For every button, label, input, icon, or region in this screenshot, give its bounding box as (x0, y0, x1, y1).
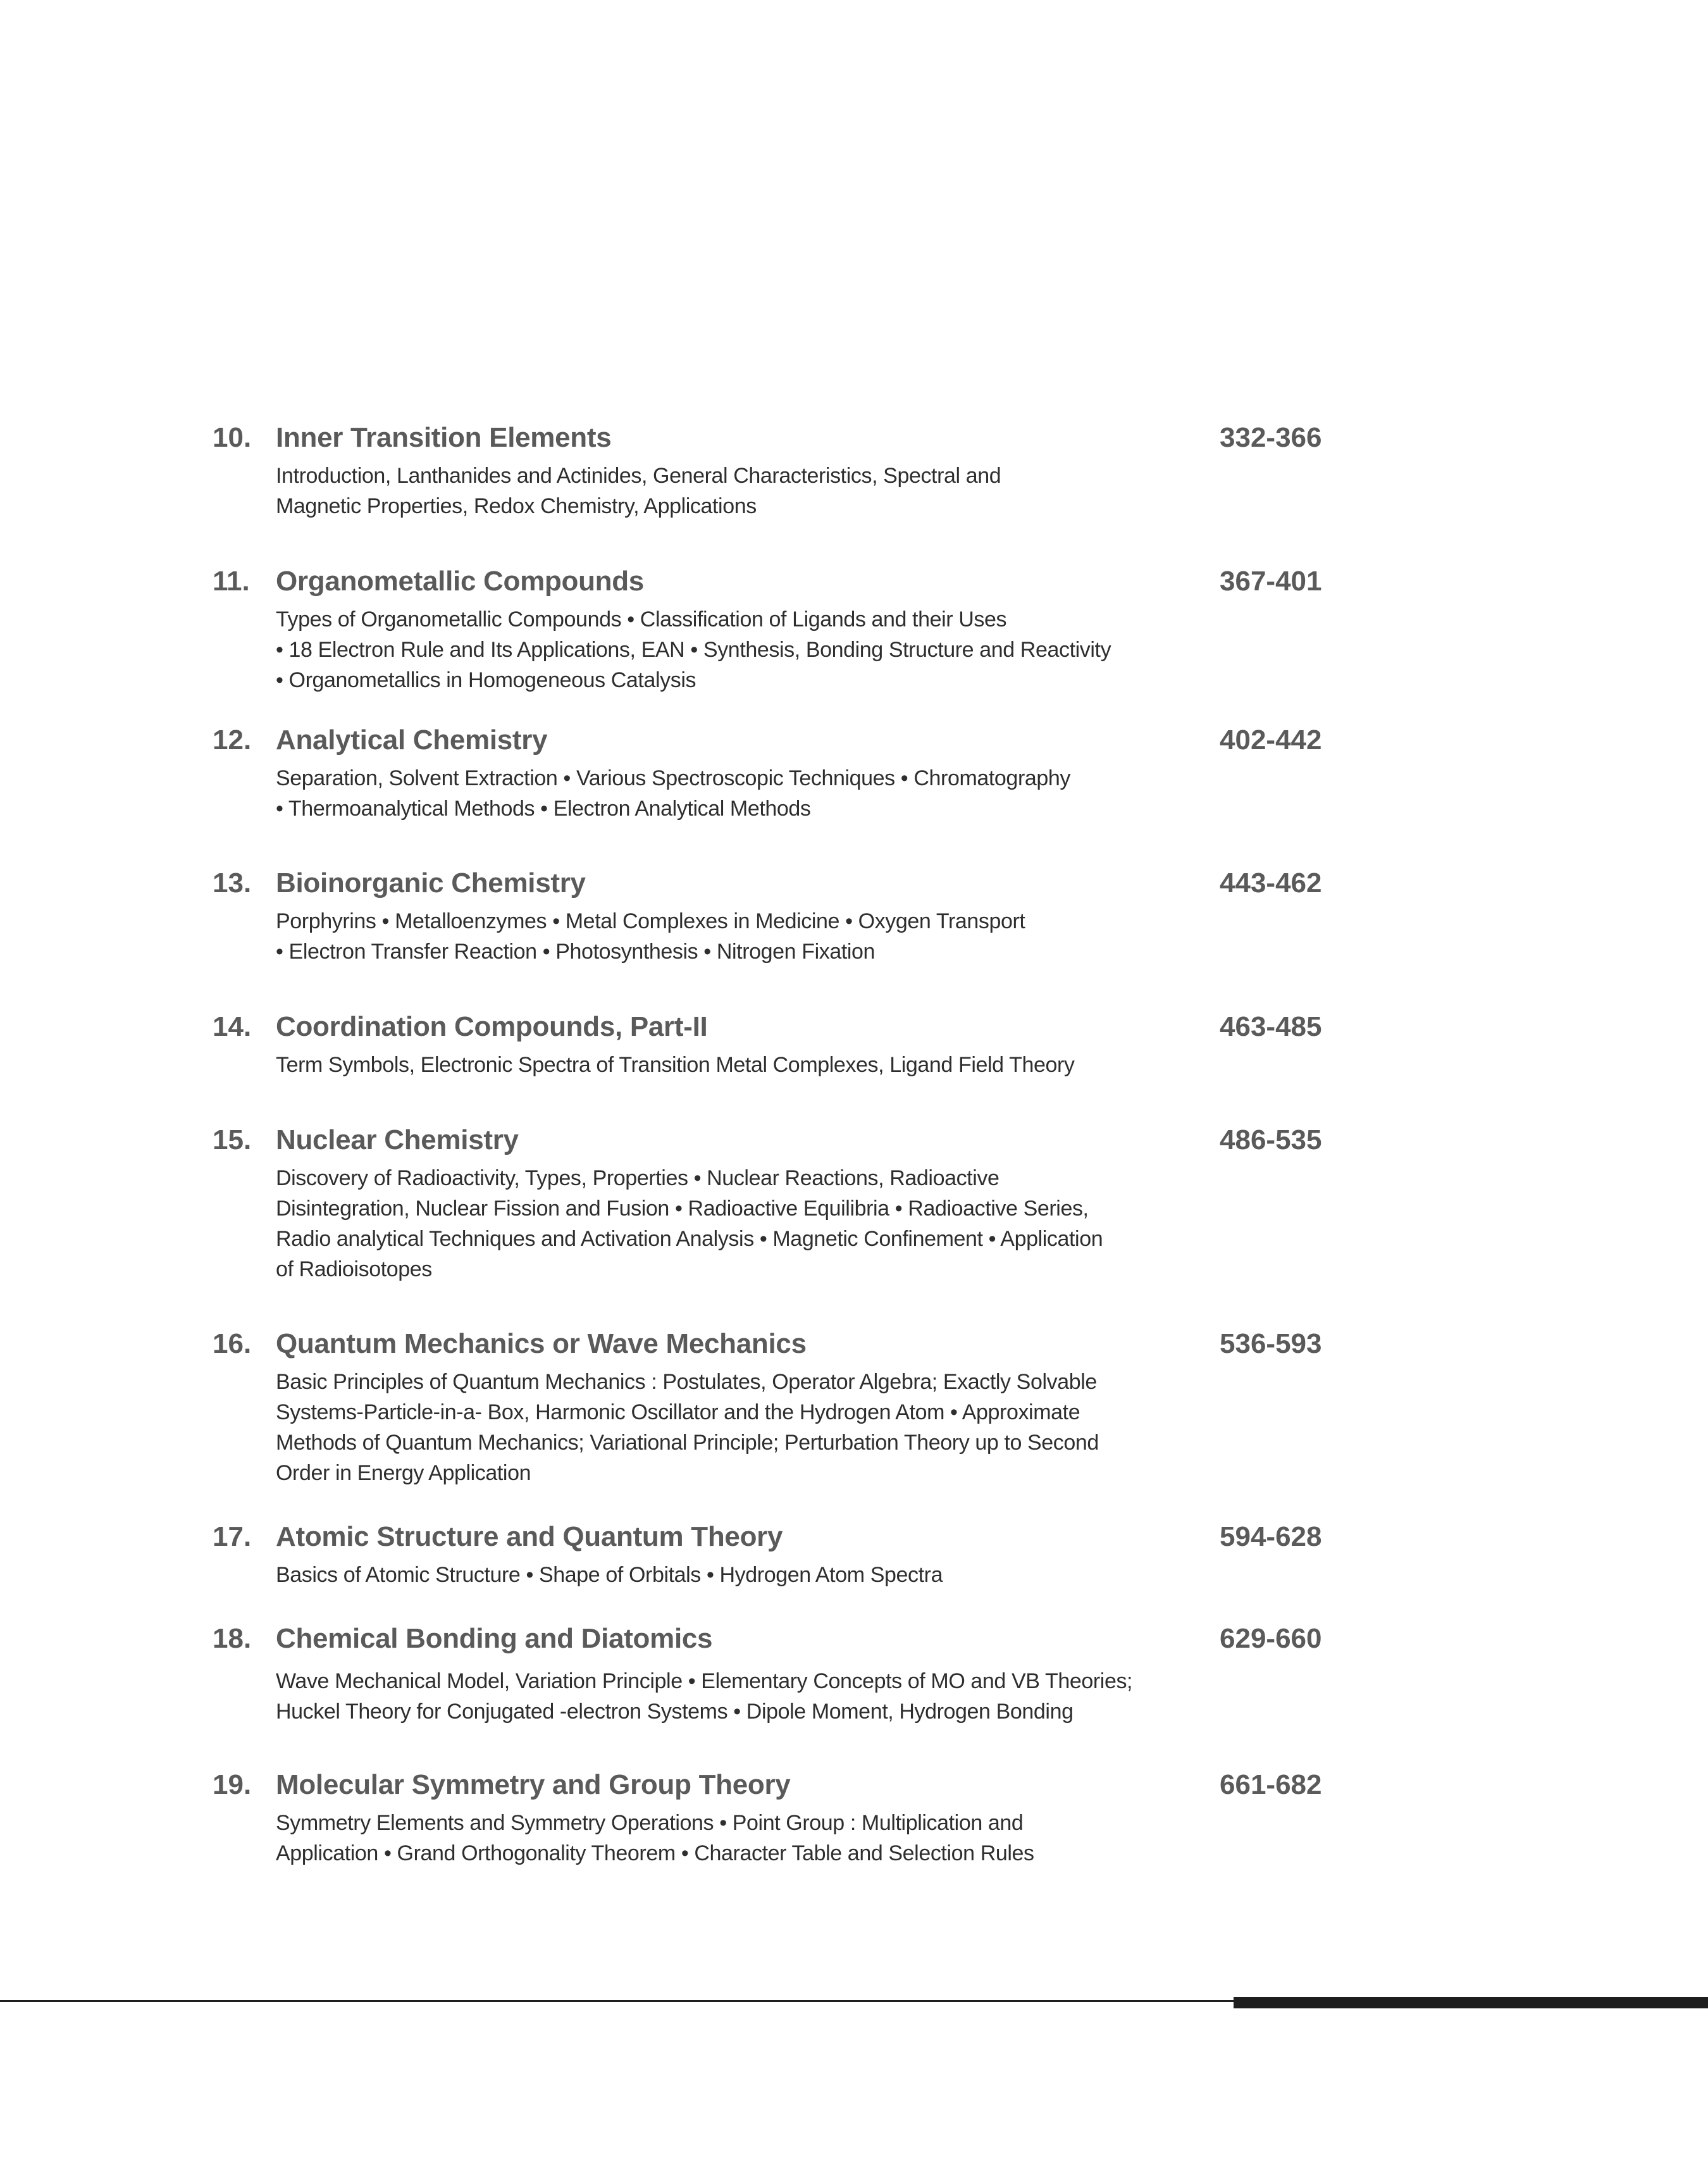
page-range: 629-660 (1220, 1623, 1322, 1654)
chapter-title: Analytical Chemistry (276, 725, 548, 756)
chapter-number: 17. (213, 1521, 252, 1552)
chapter-number: 19. (213, 1769, 252, 1800)
topic-line: Types of Organometallic Compounds • Classification of Ligands and their Uses (276, 607, 1007, 631)
chapter-number: 10. (213, 422, 252, 453)
topic-line: Methods of Quantum Mechanics; Variational Principle; Perturbation Theory up to Second (276, 1431, 1099, 1455)
chapter-title: Quantum Mechanics or Wave Mechanics (276, 1328, 807, 1359)
topic-line: Separation, Solvent Extraction • Various Spectroscopic Techniques • Chromatography (276, 766, 1070, 790)
topic-line: Order in Energy Application (276, 1461, 531, 1485)
chapter-topics (276, 906, 1225, 967)
chapter-topics (276, 1163, 1225, 1284)
page-range: 332-366 (1220, 422, 1322, 453)
topic-line: Huckel Theory for Conjugated -electron Systems • Dipole Moment, Hydrogen Bonding (276, 1700, 1074, 1724)
chapter-title: Coordination Compounds, Part-II (276, 1011, 708, 1042)
page-range: 402-442 (1220, 725, 1322, 756)
chapter-title: Atomic Structure and Quantum Theory (276, 1521, 783, 1552)
chapter-topics (276, 604, 1225, 695)
topic-line: • Electron Transfer Reaction • Photosynthesis • Nitrogen Fixation (276, 940, 876, 964)
footer-rule-thin (0, 2000, 1234, 2002)
chapter-title: Chemical Bonding and Diatomics (276, 1623, 713, 1654)
chapter-number: 12. (213, 725, 252, 756)
chapter-title: Nuclear Chemistry (276, 1124, 519, 1155)
chapter-number: 16. (213, 1328, 252, 1359)
chapter-topics (276, 1050, 1225, 1080)
chapter-number: 14. (213, 1011, 252, 1042)
chapter-number: 18. (213, 1623, 252, 1654)
chapter-topics (276, 1560, 1225, 1590)
topic-line: Wave Mechanical Model, Variation Principle • Elementary Concepts of MO and VB Theories; (276, 1669, 1133, 1693)
footer-rule-thick (1234, 1997, 1708, 2008)
chapter-number: 11. (213, 566, 250, 597)
chapter-topics (276, 1367, 1225, 1488)
topic-line: • Thermoanalytical Methods • Electron Analytical Methods (276, 797, 811, 821)
chapter-topics (276, 461, 1225, 521)
page-range: 367-401 (1220, 566, 1322, 597)
topic-line: Discovery of Radioactivity, Types, Properties • Nuclear Reactions, Radioactive (276, 1166, 999, 1190)
topic-line: Basic Principles of Quantum Mechanics : Postulates, Operator Algebra; Exactly Solvable (276, 1370, 1097, 1394)
chapter-title: Organometallic Compounds (276, 566, 644, 597)
page-range: 536-593 (1220, 1328, 1322, 1359)
chapter-topics (276, 763, 1225, 824)
topic-line: of Radioisotopes (276, 1257, 432, 1281)
page-range: 661-682 (1220, 1769, 1322, 1800)
topic-line: Magnetic Properties, Redox Chemistry, Applications (276, 494, 757, 518)
chapter-number: 13. (213, 868, 252, 899)
topic-line: Term Symbols, Electronic Spectra of Transition Metal Complexes, Ligand Field Theory (276, 1053, 1075, 1077)
page-range: 486-535 (1220, 1124, 1322, 1155)
topic-line: Symmetry Elements and Symmetry Operations • Point Group : Multiplication and (276, 1811, 1024, 1835)
chapter-topics (276, 1808, 1225, 1869)
chapter-title: Molecular Symmetry and Group Theory (276, 1769, 791, 1800)
chapter-title: Inner Transition Elements (276, 422, 612, 453)
topic-line: Systems-Particle-in-a- Box, Harmonic Oscillator and the Hydrogen Atom • Approximate (276, 1400, 1080, 1424)
topic-line: Porphyrins • Metalloenzymes • Metal Complexes in Medicine • Oxygen Transport (276, 909, 1025, 933)
chapter-topics (276, 1666, 1225, 1727)
topic-line: Basics of Atomic Structure • Shape of Orbitals • Hydrogen Atom Spectra (276, 1563, 943, 1587)
topic-line: Introduction, Lanthanides and Actinides, General Characteristics, Spectral and (276, 464, 1001, 488)
chapter-number: 15. (213, 1124, 252, 1155)
chapter-title: Bioinorganic Chemistry (276, 868, 586, 899)
page-range: 443-462 (1220, 868, 1322, 899)
page-range: 594-628 (1220, 1521, 1322, 1552)
topic-line: Application • Grand Orthogonality Theorem • Character Table and Selection Rules (276, 1841, 1034, 1865)
topic-line: Disintegration, Nuclear Fission and Fusion • Radioactive Equilibria • Radioactive Series, (276, 1197, 1089, 1221)
topic-line: Radio analytical Techniques and Activation Analysis • Magnetic Confinement • Application (276, 1227, 1103, 1251)
topic-line: • 18 Electron Rule and Its Applications, EAN • Synthesis, Bonding Structure and Reactivity (276, 638, 1111, 662)
topic-line: • Organometallics in Homogeneous Catalysis (276, 668, 696, 692)
page-range: 463-485 (1220, 1011, 1322, 1042)
